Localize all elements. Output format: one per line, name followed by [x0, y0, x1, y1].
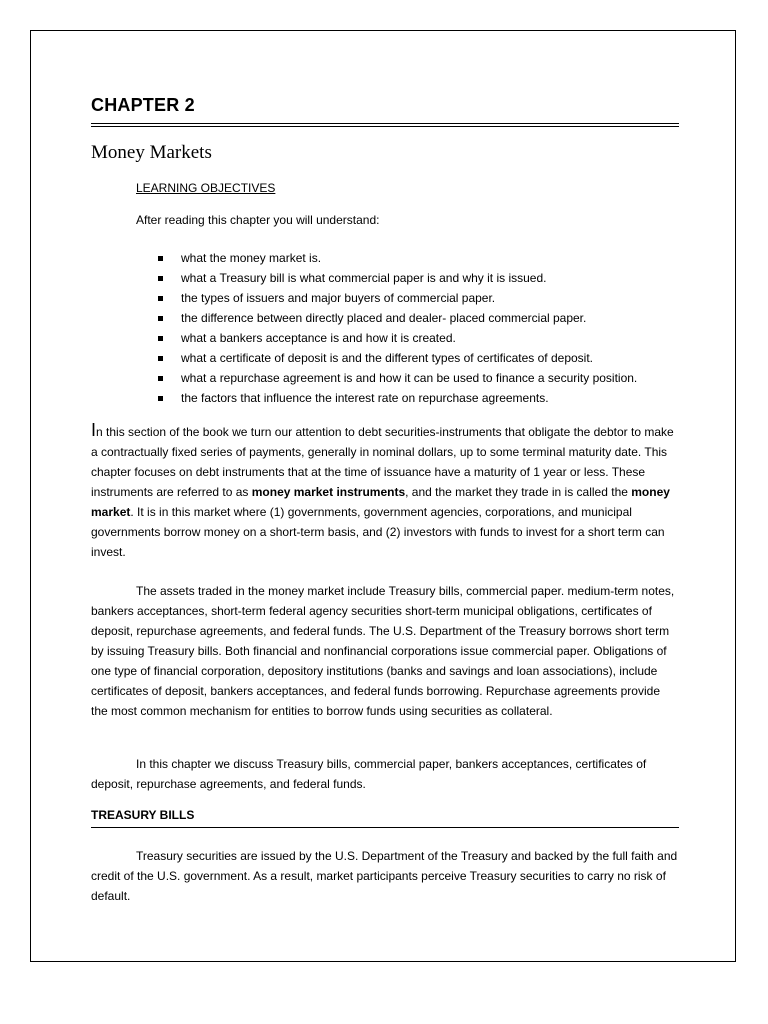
paragraph-text: , and the market they trade in is called the: [405, 485, 632, 499]
bullet-icon: [158, 276, 163, 281]
intro-paragraph: [91, 422, 679, 562]
drop-cap: I: [91, 420, 97, 440]
paragraph-text: . It is in this market where (1) governments, government agencies, corporations, and municipal governments borrow money on a short-term basis, and (2) investors with funds to invest for a short term can invest.: [91, 505, 665, 559]
list-item: [136, 288, 637, 308]
list-item: [136, 328, 637, 348]
list-item: [136, 248, 637, 268]
objective-text: what a Treasury bill is what commercial paper is and why it is issued.: [181, 271, 547, 285]
learning-objectives-list: [136, 248, 637, 408]
objective-text: what a bankers acceptance is and how it is created.: [181, 331, 456, 345]
key-term: money market: [91, 485, 670, 519]
chapter-number: CHAPTER 2: [91, 95, 195, 115]
list-item: [136, 348, 637, 368]
learning-objectives-heading: LEARNING OBJECTIVES: [136, 181, 276, 195]
section-rule: [91, 827, 679, 828]
treasury-paragraph: Treasury securities are issued by the U.S. Department of the Treasury and backed by the full faith and credit of the U.S. government. As a result, market participants perceive Treasury securities to carry no risk of default.: [91, 849, 678, 903]
bullet-icon: [158, 336, 163, 341]
key-term: money market instruments: [251, 485, 406, 499]
bullet-icon: [158, 316, 163, 321]
bullet-icon: [158, 356, 163, 361]
objective-text: what a certificate of deposit is and the different types of certificates of deposit.: [181, 351, 594, 365]
list-item: [136, 308, 637, 328]
objective-text: the types of issuers and major buyers of commercial paper.: [181, 291, 496, 305]
learning-objectives-intro: After reading this chapter you will understand:: [136, 213, 380, 227]
bullet-icon: [158, 256, 163, 261]
objective-text: what a repurchase agreement is and how it can be used to finance a security position.: [181, 371, 638, 385]
section-heading: TREASURY BILLS: [91, 808, 195, 822]
list-item: [136, 268, 637, 288]
chapter-double-rule: [91, 123, 679, 127]
objective-text: what the money market is.: [181, 251, 322, 265]
document-page: [30, 30, 736, 962]
paragraph-text: n this section of the book we turn our attention to debt securities-instruments that obligate the debtor to make a contractually fixed series of payments, generally in nominal dollars, up to some terminal maturity date. This chapter focuses on debt instruments that at the time of issuance have a maturity of 1 year or less. These instruments are referred to as: [91, 425, 674, 499]
objective-text: the difference between directly placed and dealer- placed commercial paper.: [181, 311, 587, 325]
assets-paragraph: The assets traded in the money market include Treasury bills, commercial paper. medium-term notes, bankers acceptances, short-term federal agency securities short-term municipal obligations, certificates of deposit, repurchase agreements, and federal funds. The U.S. Department of the Treasury borrows short term by issuing Treasury bills. Both financial and nonfinancial corporations issue commercial paper. Obligations of one type of financial corporation, depository institutions (banks and savings and loan associations), include certificates of deposit, bankers acceptances, and federal funds borrowing. Repurchase agreements provide the most common mechanism for entities to borrow funds using securities as collateral.: [91, 584, 675, 718]
list-item: [136, 368, 637, 388]
chapter-scope-paragraph: In this chapter we discuss Treasury bills, commercial paper, bankers acceptances, certificates of deposit, repurchase agreements, and federal funds.: [91, 757, 647, 791]
chapter-title: Money Markets: [91, 142, 212, 163]
list-item: [136, 388, 637, 408]
objective-text: the factors that influence the interest rate on repurchase agreements.: [181, 391, 549, 405]
bullet-icon: [158, 396, 163, 401]
bullet-icon: [158, 296, 163, 301]
bullet-icon: [158, 376, 163, 381]
